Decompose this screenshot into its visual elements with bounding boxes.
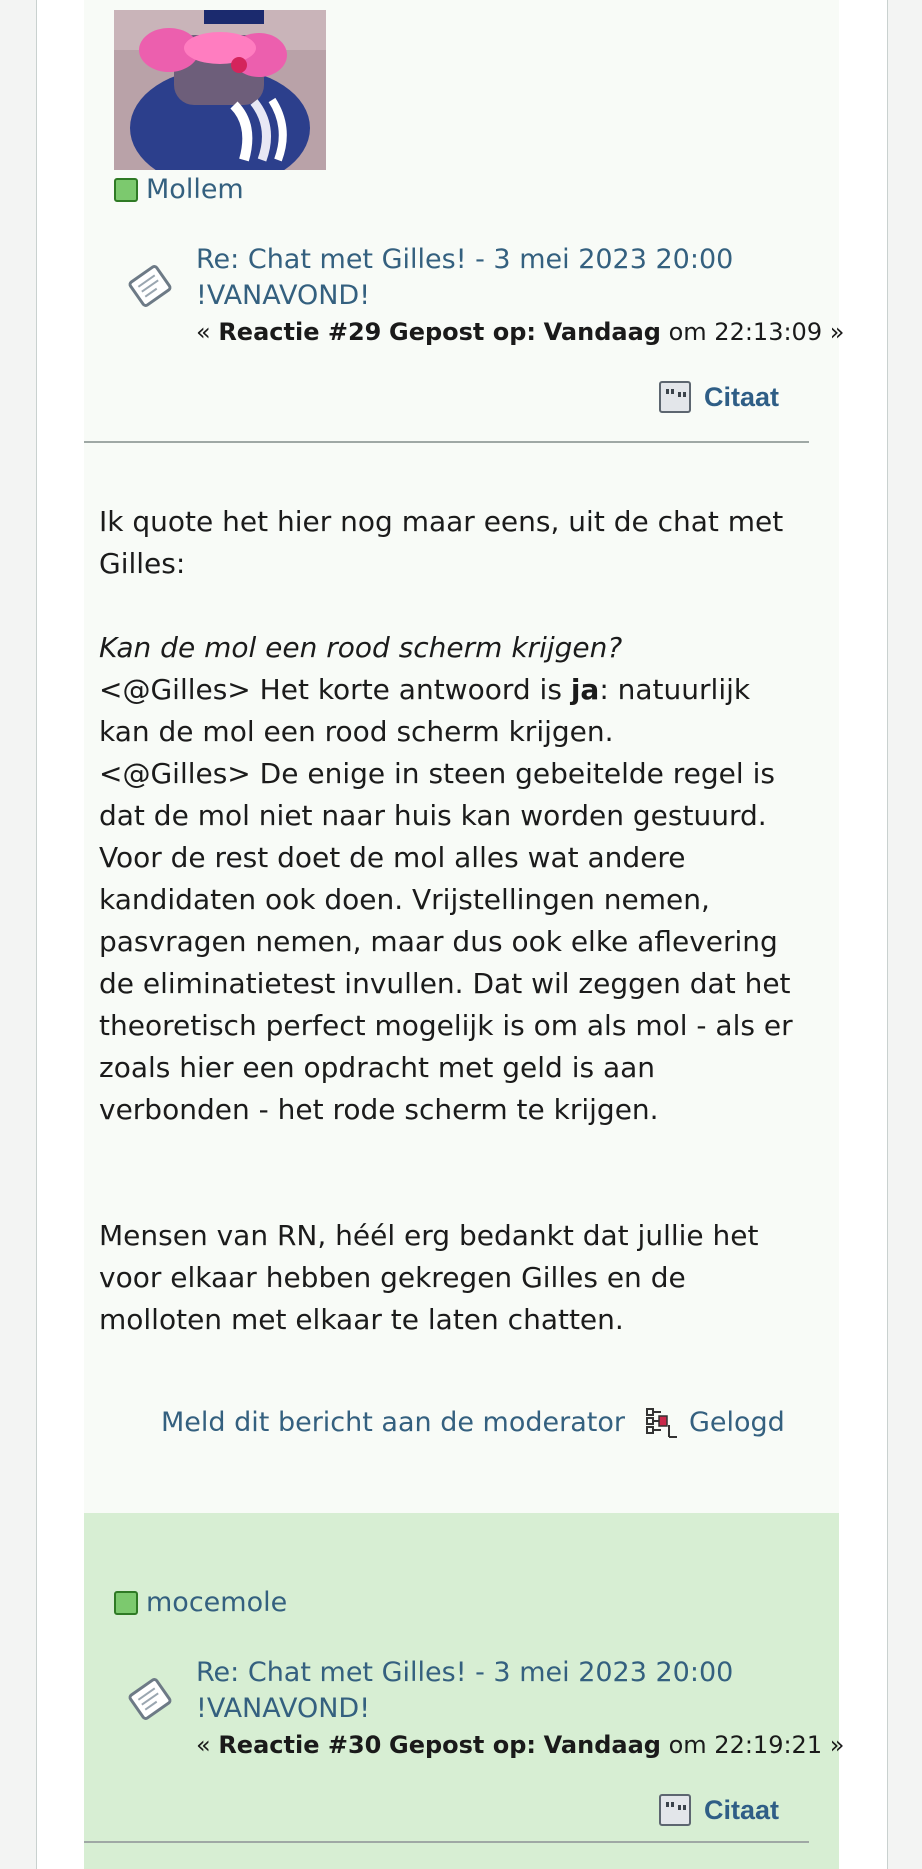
chat-line [99,669,799,753]
posted-time: om 22:13:09 » [668,318,845,346]
chat-line: <@Gilles> De enige in steen gebeitelde regel is dat de mol niet naar huis kan worden gestuurd. Voor de rest doet de mol alles wat andere kandidaten ook doen. Vrijstellingen nemen, pasvragen nemen, maar dus ook elke aflevering de eliminatietest invullen. Dat wil zeggen dat het theoretisch perfect mogelijk is om als mol - als er zoals hier een opdracht met geld is aan verbonden - het rode scherm te krijgen. [99,757,793,1126]
post-footer [161,1405,785,1439]
meta-open-quote: « [196,318,211,346]
poster-username[interactable]: mocemole [146,1587,288,1618]
user-avatar[interactable] [114,10,326,170]
ip-logged-icon [645,1405,679,1439]
meta-open-quote: « [196,1731,211,1759]
post-30 [84,1513,845,1869]
chat-line-text: : natuurlijk kan de mol een rood scherm krijgen. [99,673,751,748]
quote-icon [658,1793,692,1827]
quote-button[interactable] [658,380,779,414]
post-meta [196,318,845,346]
reply-number: Reactie #29 [218,318,382,346]
chat-line-bold: ja [570,673,600,706]
posted-day: Vandaag [543,1731,661,1759]
reply-number: Reactie #30 [218,1731,382,1759]
post-divider [84,1841,809,1843]
report-to-moderator-link[interactable]: Meld dit bericht aan de moderator [161,1406,625,1438]
post-subject-link[interactable]: Re: Chat met Gilles! - 3 mei 2023 20:00 !VANAVOND! [196,244,734,311]
topic-document-icon [124,262,176,310]
quote-label: Citaat [703,1794,779,1825]
poster-info [114,1587,287,1618]
post-meta [196,1731,845,1759]
online-status-icon [114,1591,138,1615]
topic-document-icon [124,1675,176,1723]
online-status-icon [114,178,138,202]
quote-button[interactable] [658,1793,779,1827]
posted-time: om 22:19:21 » [668,1731,845,1759]
post-body [99,501,799,1341]
logged-label: Gelogd [688,1406,785,1438]
chat-line-text: <@Gilles> Het korte antwoord is [99,673,571,706]
quote-label: Citaat [703,381,779,412]
quoted-question: Kan de mol een rood scherm krijgen? [99,631,623,664]
posted-day: Vandaag [543,318,661,346]
quote-icon [658,380,692,414]
poster-info [114,174,244,205]
body-paragraph: Ik quote het hier nog maar eens, uit de chat met Gilles: [99,505,784,580]
post-divider [84,441,809,443]
body-paragraph: Mensen van RN, héél erg bedankt dat jullie het voor elkaar hebben gekregen Gilles en de molloten met elkaar te laten chatten. [99,1219,759,1336]
post-subject-link[interactable]: Re: Chat met Gilles! - 3 mei 2023 20:00 !VANAVOND! [196,1657,734,1724]
posted-label: Gepost op: [389,1731,537,1759]
posted-label: Gepost op: [389,318,537,346]
poster-username[interactable]: Mollem [146,174,244,205]
post-29 [84,0,845,1513]
